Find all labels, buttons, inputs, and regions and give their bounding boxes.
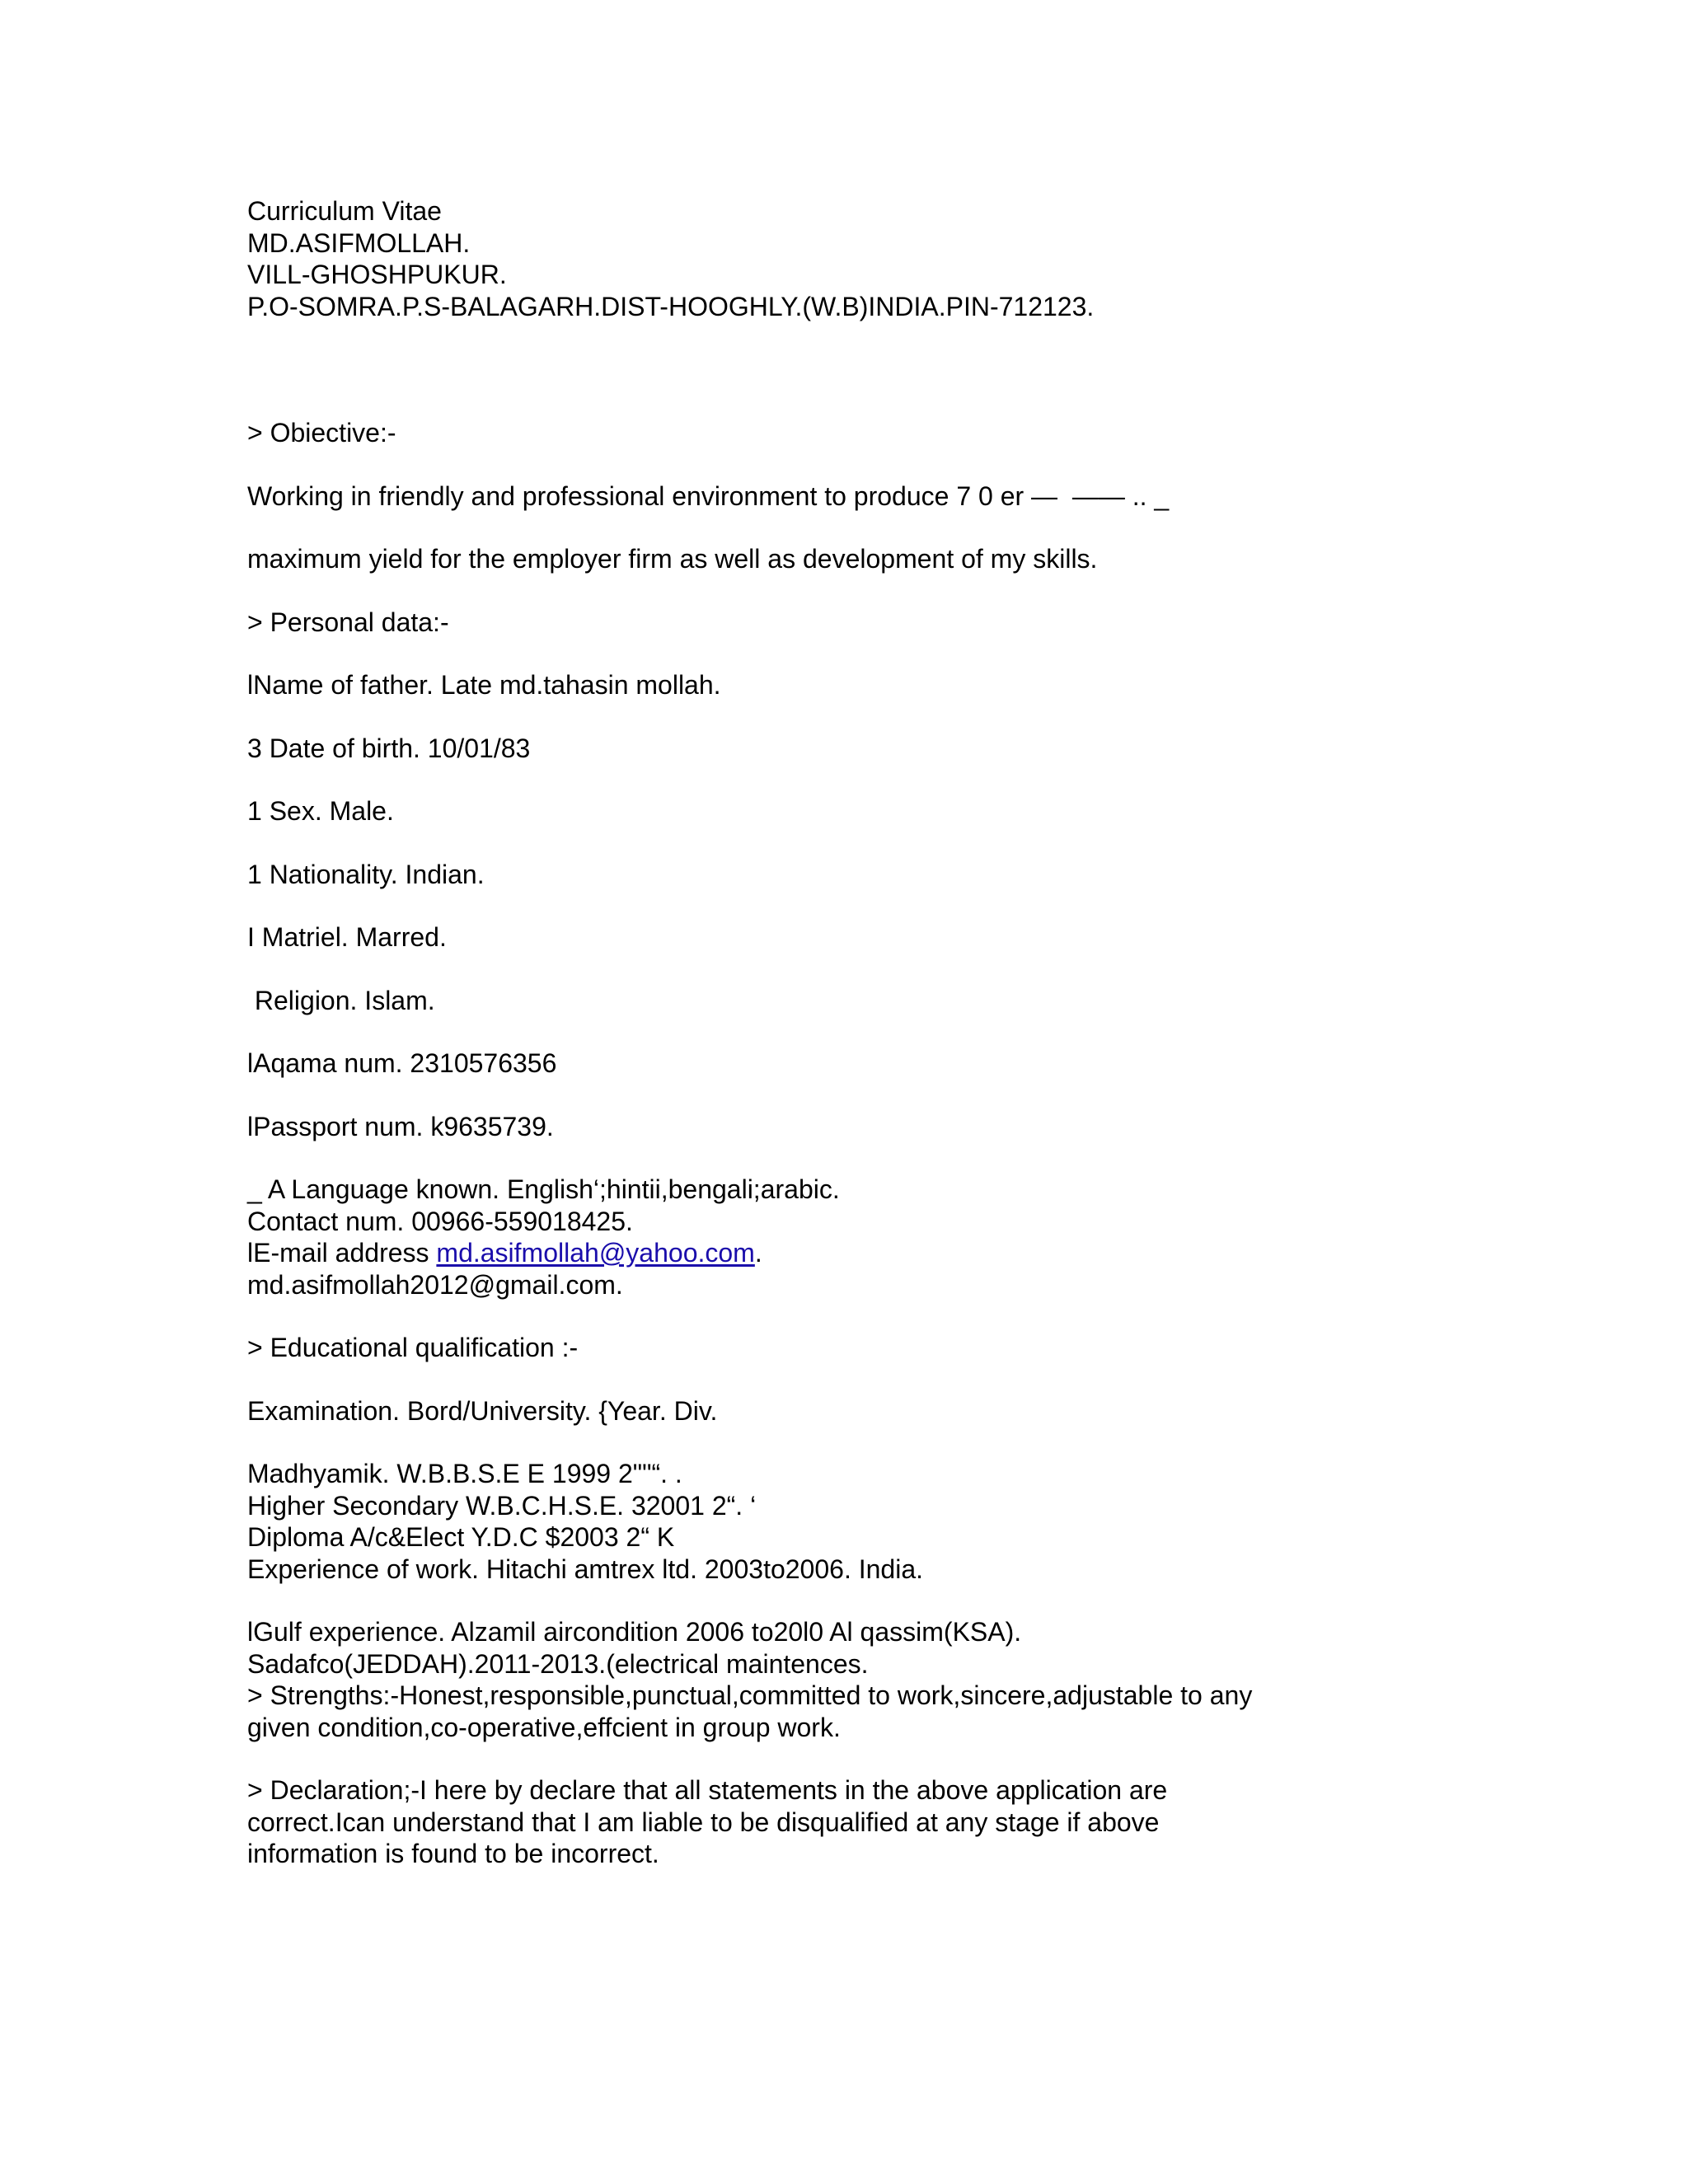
education-row: Madhyamik. W.B.B.S.E E 1999 2""“. . (247, 1459, 682, 1488)
education-row: Higher Secondary W.B.C.H.S.E. 32001 2“. ‘ (247, 1490, 757, 1521)
gulf-experience-2: Sadafco(JEDDAH).2011-2013.(electrical maintences. (247, 1648, 869, 1679)
declaration-line-2: correct.Ican understand that I am liable to be disqualified at any stage if above (247, 1807, 1160, 1837)
email-link[interactable]: md.asifmollah@yahoo.com (436, 1238, 755, 1268)
village-line: VILL-GHOSHPUKUR. (247, 260, 507, 289)
objective-line-2: maximum yield for the employer firm as well as development of my skills. (247, 544, 1098, 574)
cv-title: Curriculum Vitae (247, 196, 442, 226)
work-experience: Experience of work. Hitachi amtrex ltd. 2003to2006. India. (247, 1554, 923, 1584)
cv-content (247, 195, 1442, 1870)
education-columns: Examination. Bord/University. {Year. Div. (247, 1395, 718, 1426)
secondary-email: md.asifmollah2012@gmail.com. (247, 1269, 623, 1300)
nationality: 1 Nationality. Indian. (247, 859, 485, 889)
strengths-line-1: > Strengths:-Honest,responsible,punctual,committed to work,sincere,adjustable to any (247, 1680, 1253, 1710)
personal-data-heading: > Personal data:- (247, 607, 449, 637)
email-suffix: . (754, 1238, 762, 1268)
contact-number: Contact num. 00966-559018425. (247, 1206, 633, 1236)
passport-number: lPassport num. k9635739. (247, 1111, 554, 1141)
education-heading: > Educational qualification :- (247, 1333, 579, 1362)
gulf-experience: lGulf experience. Alzamil aircondition 2006 to20l0 Al qassim(KSA). (247, 1617, 1022, 1647)
marital-status: I Matriel. Marred. (247, 922, 447, 952)
date-of-birth: 3 Date of birth. 10/01/83 (247, 733, 531, 763)
address-line: P.O-SOMRA.P.S-BALAGARH.DIST-HOOGHLY.(W.B)INDIA.PIN-712123. (247, 291, 1095, 321)
aqama-number: lAqama num. 2310576356 (247, 1048, 557, 1078)
sex: 1 Sex. Male. (247, 796, 394, 826)
declaration-line-3: information is found to be incorrect. (247, 1839, 659, 1868)
objective-line-1: Working in friendly and professional environment to produce 7 0 er — —— .. _ (247, 480, 1170, 511)
email-label: lE-mail address (247, 1238, 437, 1268)
email-line (247, 1237, 1442, 1269)
languages-known: _ A Language known. English‘;hintii,bengali;arabic. (247, 1174, 840, 1204)
religion: Religion. Islam. (247, 985, 435, 1015)
strengths-line-2: given condition,co-operative,effcient in group work. (247, 1712, 841, 1742)
education-row: Diploma A/c&Elect Y.D.C $2003 2“ K (247, 1522, 675, 1552)
applicant-name: MD.ASIFMOLLAH. (247, 227, 471, 258)
objective-heading: > Obiective:- (247, 418, 396, 448)
father-name: lName of father. Late md.tahasin mollah. (247, 670, 721, 700)
declaration-line-1: > Declaration;-I here by declare that all statements in the above application are (247, 1775, 1168, 1805)
